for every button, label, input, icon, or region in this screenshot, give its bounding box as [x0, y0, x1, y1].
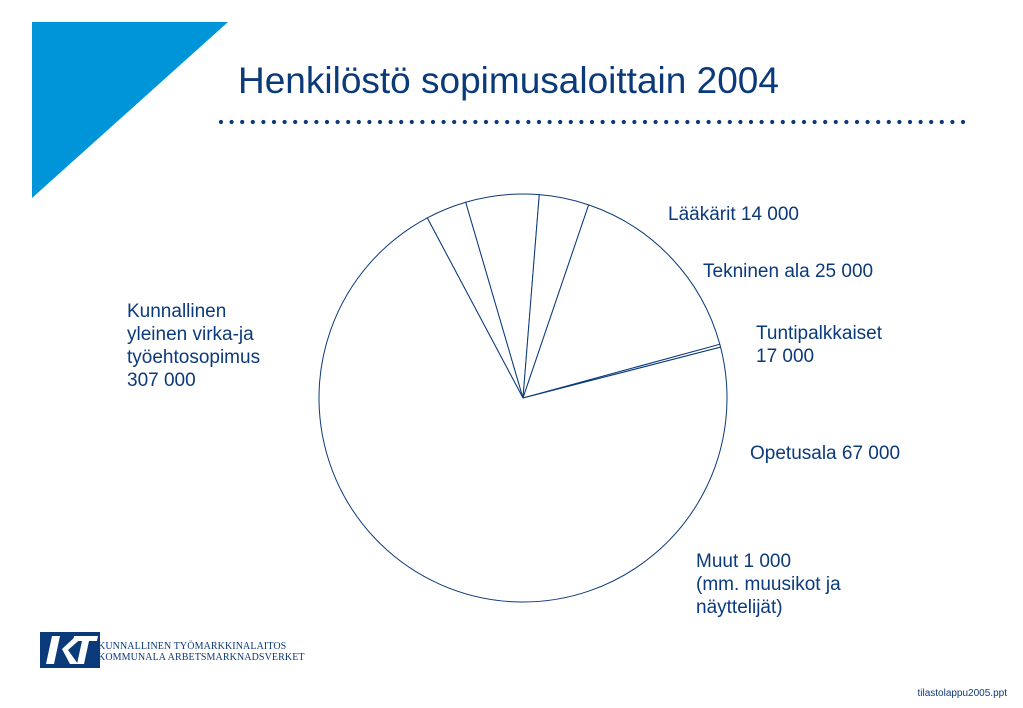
slice-label-line: työehtosopimus — [127, 347, 261, 368]
organization-name — [98, 641, 305, 663]
slice-label-line: 17 000 — [756, 346, 815, 367]
organization-name-line: KOMMUNALA ARBETSMARKNADSVERKET — [98, 652, 305, 663]
slice-label-line: näyttelijät) — [696, 597, 783, 618]
kt-logo-icon — [40, 632, 100, 668]
slice-label-line: yleinen virka-ja — [127, 324, 254, 345]
slice-label-muut — [696, 550, 841, 619]
footer-filename: tilastolappu2005.ppt — [917, 688, 1007, 699]
slice-label-line: (mm. muusikot ja — [696, 574, 841, 595]
slice-label-opetusala — [750, 442, 900, 465]
slice-label-line: Opetusala 67 000 — [750, 443, 901, 464]
slice-label-line: Lääkärit 14 000 — [668, 204, 799, 225]
slice-label-line: Kunnallinen — [127, 301, 227, 322]
page-title: Henkilöstö sopimusaloittain 2004 — [238, 60, 779, 101]
slice-label-laakarit — [668, 203, 799, 226]
slice-label-line: Tekninen ala 25 000 — [703, 261, 874, 282]
slice-label-line: Muut 1 000 — [696, 551, 792, 572]
slice-label-kvtes — [127, 300, 260, 392]
slice-label-tuntipalkkaiset — [756, 322, 882, 368]
slice-label-line: Tuntipalkkaiset — [756, 323, 883, 344]
slice-label-line: 307 000 — [127, 370, 196, 391]
organization-name-line: KUNNALLINEN TYÖMARKKINALAITOS — [98, 641, 287, 652]
slice-label-tekninen — [703, 260, 873, 283]
